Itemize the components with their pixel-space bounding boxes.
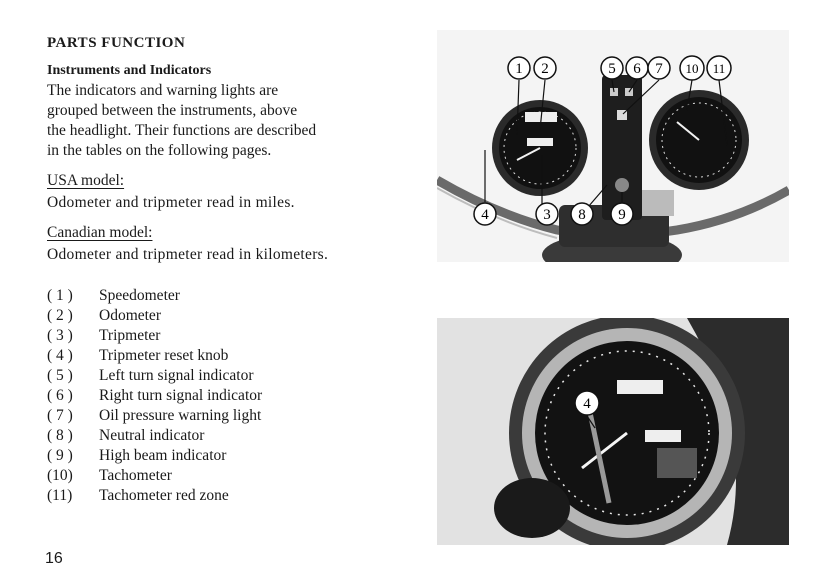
- callout-7: [648, 57, 670, 79]
- speedometer-closeup-photo: [437, 318, 789, 545]
- callout-label: 10: [685, 61, 699, 76]
- parts-list-item: [47, 306, 262, 326]
- parts-list-item: [47, 386, 262, 406]
- part-number: ( 4 ): [47, 347, 73, 364]
- intro-line: the headlight. Their functions are described: [47, 122, 317, 139]
- parts-list-item: [47, 286, 262, 306]
- intro-line: grouped between the instruments, above: [47, 102, 298, 119]
- part-name: Oil pressure warning light: [99, 407, 262, 424]
- page-number: 16: [45, 550, 63, 567]
- callout-label: 2: [541, 61, 549, 77]
- part-name: Tripmeter reset knob: [99, 347, 229, 364]
- part-name: High beam indicator: [99, 447, 227, 464]
- section-subheading: Instruments and Indicators: [47, 63, 212, 78]
- callout-4: [474, 203, 496, 225]
- callout-label: 1: [515, 61, 523, 77]
- callout-1: [508, 57, 530, 79]
- part-number: ( 7 ): [47, 407, 73, 424]
- canadian-model-text: Odometer and tripmeter read in kilometers.: [47, 246, 329, 263]
- callout-label: 5: [608, 61, 616, 77]
- part-number: (11): [47, 487, 73, 504]
- callout-4: [575, 391, 599, 415]
- callout-label: 8: [578, 207, 586, 223]
- callout-label: 7: [655, 61, 663, 77]
- parts-list-item: [47, 406, 262, 426]
- parts-list-item: [47, 446, 262, 466]
- parts-list: [47, 286, 262, 506]
- part-number: ( 9 ): [47, 447, 73, 464]
- part-number: ( 8 ): [47, 427, 73, 444]
- callout-label: 6: [633, 61, 641, 77]
- callout-label: 3: [543, 207, 551, 223]
- intro-line: in the tables on the following pages.: [47, 142, 272, 159]
- part-name: Tachometer: [99, 467, 172, 484]
- usa-model-label: USA model:: [47, 172, 125, 189]
- parts-list-item: [47, 486, 262, 506]
- part-number: (10): [47, 467, 73, 484]
- parts-list-item: [47, 426, 262, 446]
- callout-label: 4: [583, 396, 591, 412]
- part-number: ( 3 ): [47, 327, 73, 344]
- parts-list-item: [47, 366, 262, 386]
- parts-list-item: [47, 326, 262, 346]
- intro-paragraph: [47, 81, 393, 161]
- usa-model-text: Odometer and tripmeter read in miles.: [47, 194, 295, 211]
- page-heading: PARTS FUNCTION: [47, 35, 186, 51]
- part-number: ( 5 ): [47, 367, 73, 384]
- callout-label: 9: [618, 207, 626, 223]
- part-name: Right turn signal indicator: [99, 387, 263, 404]
- canadian-model-label: Canadian model:: [47, 224, 153, 241]
- callout-10: [680, 56, 704, 80]
- callout-9: [611, 203, 633, 225]
- callout-label: 11: [712, 61, 726, 76]
- part-number: ( 6 ): [47, 387, 73, 404]
- callout-3: [536, 203, 558, 225]
- callout-2: [534, 57, 556, 79]
- callout-5: [601, 57, 623, 79]
- callout-8: [571, 203, 593, 225]
- part-number: ( 2 ): [47, 307, 73, 324]
- part-number: ( 1 ): [47, 287, 73, 304]
- callout-label: 4: [481, 207, 489, 223]
- part-name: Left turn signal indicator: [99, 367, 254, 384]
- parts-list-item: [47, 346, 262, 366]
- intro-line: The indicators and warning lights are: [47, 82, 279, 99]
- callout-6: [626, 57, 648, 79]
- parts-list-item: [47, 466, 262, 486]
- instrument-cluster-photo: [437, 30, 789, 262]
- part-name: Tripmeter: [99, 327, 161, 344]
- part-name: Tachometer red zone: [99, 487, 229, 504]
- part-name: Speedometer: [99, 287, 180, 304]
- part-name: Neutral indicator: [99, 427, 205, 444]
- part-name: Odometer: [99, 307, 161, 324]
- callout-11: [707, 56, 731, 80]
